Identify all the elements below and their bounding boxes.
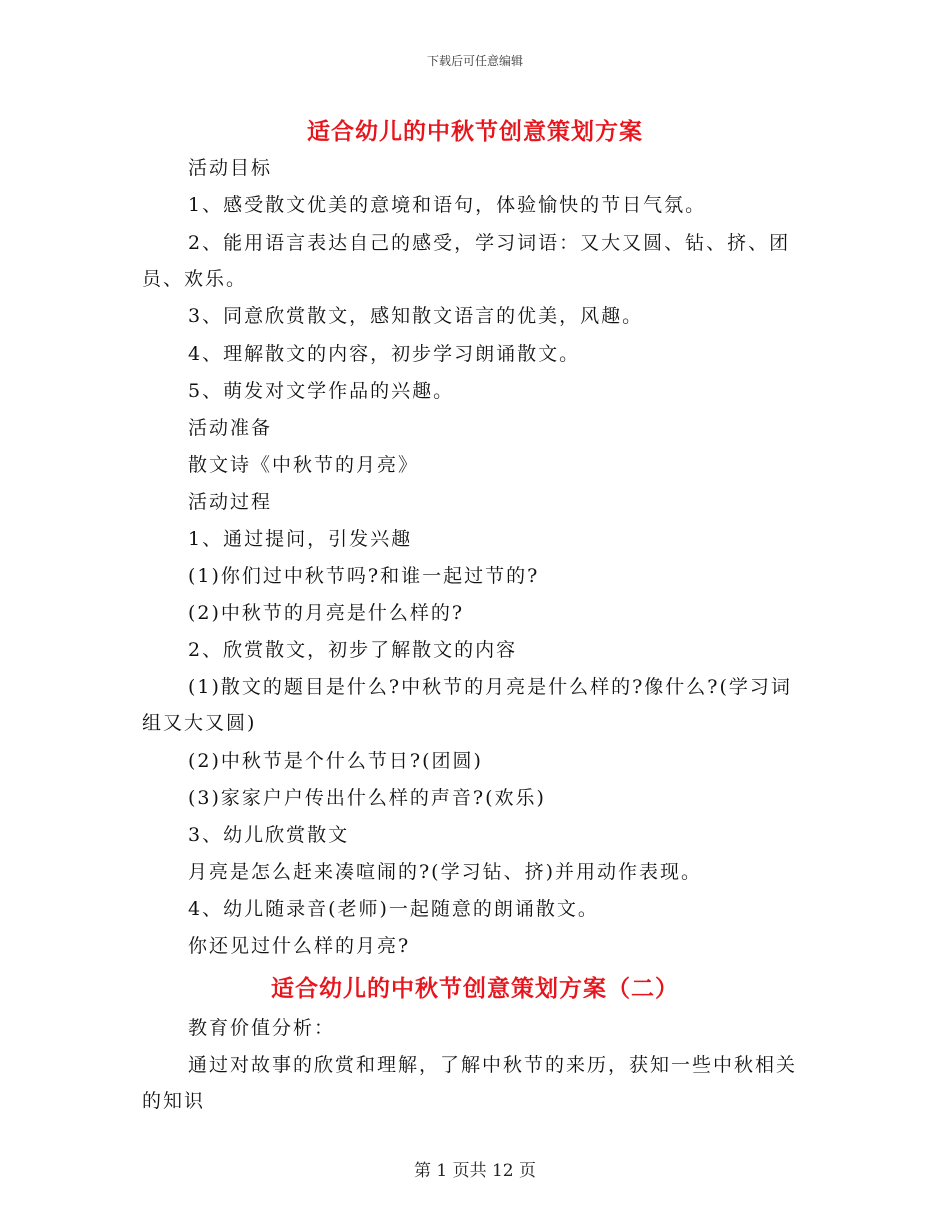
- list-item: (2)中秋节是个什么节日?(团圆): [188, 750, 483, 772]
- page-header: 下载后可任意编辑: [426, 54, 523, 68]
- section-heading: 活动目标: [188, 157, 273, 179]
- section-title: 适合幼儿的中秋节创意策划方案（二）: [271, 975, 679, 1002]
- list-item: 3、同意欣赏散文，感知散文语言的优美，风趣。: [188, 305, 644, 327]
- paragraph: 散文诗《中秋节的月亮》: [188, 454, 420, 476]
- paragraph: 通过对故事的欣赏和理解，了解中秋节的来历，获知一些中秋相关的知识: [142, 1054, 798, 1112]
- list-item: 3、幼儿欣赏散文: [188, 824, 350, 846]
- paragraph: 你还见过什么样的月亮?: [188, 935, 411, 957]
- list-item: 4、幼儿随录音(老师)一起随意的朗诵散文。: [188, 898, 599, 920]
- list-item: 1、通过提问，引发兴趣: [188, 528, 413, 550]
- list-item: 2、欣赏散文，初步了解散文的内容: [188, 639, 518, 661]
- list-item: 4、理解散文的内容，初步学习朗诵散文。: [188, 343, 581, 365]
- document-title: 适合幼儿的中秋节创意策划方案: [307, 118, 643, 145]
- paragraph: 月亮是怎么赶来凑喧闹的?(学习钻、挤)并用动作表现。: [188, 861, 703, 883]
- list-item: 5、萌发对文学作品的兴趣。: [188, 380, 455, 402]
- page-footer: 第 1 页共 12 页: [413, 1161, 537, 1181]
- list-item: (1)你们过中秋节吗?和谁一起过节的?: [188, 565, 540, 587]
- list-item: (3)家家户户传出什么样的声音?(欢乐): [188, 787, 546, 809]
- list-item: 2、能用语言表达自己的感受，学习词语：又大又圆、钻、挤、团员、欢乐。: [142, 232, 791, 290]
- section-heading: 教育价值分析：: [188, 1017, 336, 1039]
- section-heading: 活动准备: [188, 417, 273, 439]
- section-heading: 活动过程: [188, 491, 273, 513]
- list-item: 1、感受散文优美的意境和语句，体验愉快的节日气氛。: [188, 194, 707, 216]
- list-item: (1)散文的题目是什么?中秋节的月亮是什么样的?像什么?(学习词组又大又圆): [142, 676, 792, 734]
- list-item: (2)中秋节的月亮是什么样的?: [188, 602, 465, 624]
